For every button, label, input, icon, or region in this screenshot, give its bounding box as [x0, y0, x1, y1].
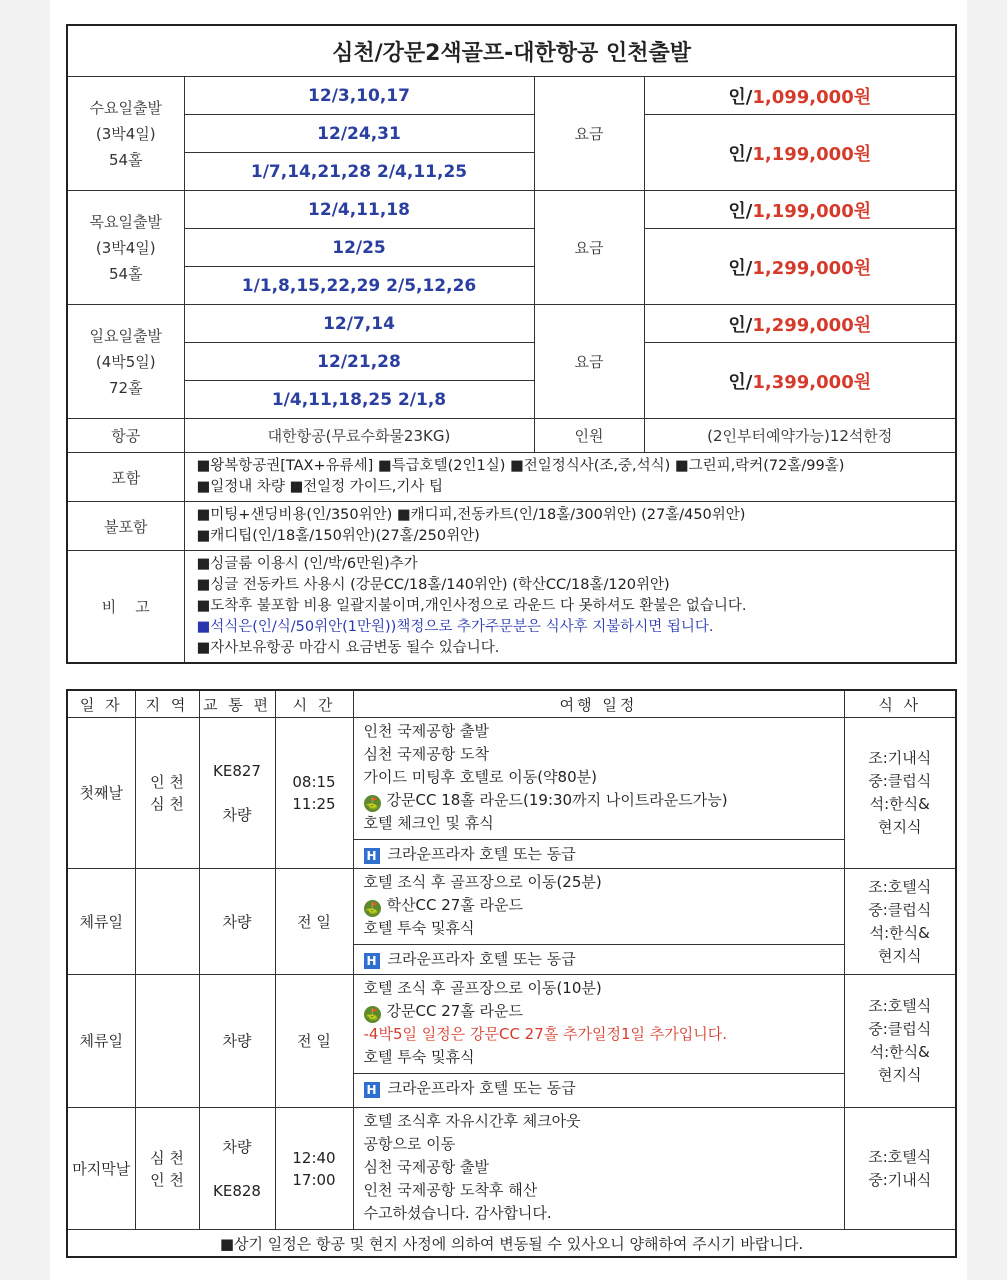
time-cell	[275, 975, 353, 1108]
golf-round-text: 학산CC 27홀 라운드	[386, 896, 524, 914]
transport-cell	[199, 1108, 275, 1230]
price-cell	[644, 191, 956, 229]
itinerary-line: 호텔 투숙 및휴식	[363, 1048, 475, 1066]
meal-line: 현지식	[878, 1066, 922, 1084]
golf-icon: ⛳	[365, 1008, 379, 1021]
departure-dates: 12/7,14	[184, 305, 534, 343]
group-label-line: (3박4일)	[95, 124, 156, 143]
region-cell	[135, 718, 199, 869]
itinerary-line: 호텔 조식후 자유시간후 체크아웃	[363, 1112, 581, 1130]
time-line: 전 일	[297, 912, 331, 931]
group-label-line: 72홀	[108, 378, 143, 397]
transport-cell	[199, 869, 275, 975]
group-label-line: 54홀	[108, 150, 143, 169]
golf-round-line	[364, 789, 844, 812]
itinerary-line: 심천 국제공항 도착	[363, 745, 489, 763]
time-line: 12:40	[292, 1148, 336, 1167]
group-label-line: 수요일출발	[89, 98, 162, 117]
meal-line: 중:클럽식	[868, 772, 932, 790]
transport-line: 차량	[222, 1032, 252, 1050]
meal-line: 현지식	[878, 818, 922, 836]
itinerary-line: 호텔 체크인 및 휴식	[363, 814, 494, 832]
time-line: 17:00	[292, 1170, 336, 1189]
departure-dates: 1/7,14,21,28 2/4,11,25	[184, 153, 534, 191]
hotel-line	[354, 944, 844, 973]
hotel-name: 크라운프라자 호텔 또는 동급	[387, 845, 576, 863]
price-prefix: 인/	[728, 86, 753, 108]
itinerary-note-red: -4박5일 일정은 강문CC 27홀 추가일정1일 추가입니다.	[363, 1025, 728, 1043]
excluded-content	[184, 502, 956, 551]
hotel-name: 크라운프라자 호텔 또는 동급	[387, 1079, 576, 1097]
itinerary-cell	[353, 1108, 844, 1230]
itinerary-line: 심천 국제공항 출발	[363, 1158, 489, 1176]
itinerary-line: 호텔 조식 후 골프장으로 이동(10분)	[363, 979, 602, 997]
fee-label: 요금	[534, 191, 644, 305]
meals-cell	[844, 975, 956, 1108]
itinerary-lines	[354, 975, 844, 1073]
price-prefix: 인/	[728, 200, 753, 222]
itinerary-cell	[353, 869, 844, 975]
note-blue-part-a: ■석식은(인/식/50위안(1만원))책정으로	[196, 619, 457, 635]
departure-dates: 12/3,10,17	[184, 77, 534, 115]
page-title: 심천/강문2색골프-대한항공 인천출발	[67, 25, 956, 77]
itinerary-cell	[353, 975, 844, 1108]
itinerary-line: 호텔 투숙 및휴식	[363, 919, 475, 937]
column-header: 여행 일정	[353, 690, 844, 718]
airline-value: 대한항공(무료수화물23KG)	[184, 419, 534, 453]
transport-line: KE827	[213, 762, 261, 780]
meal-line: 조:호텔식	[868, 997, 932, 1015]
departure-dates: 1/4,11,18,25 2/1,8	[184, 381, 534, 419]
departure-dates: 12/4,11,18	[184, 191, 534, 229]
hotel-icon: H	[364, 848, 380, 864]
golf-round-text: 강문CC 27홀 라운드	[386, 1002, 524, 1020]
price-amount: 1,199,000원	[752, 200, 872, 222]
notes-label: 비 고	[67, 551, 184, 664]
people-value: (2인부터예약가능)12석한정	[644, 419, 956, 453]
itinerary-lines	[354, 869, 844, 944]
hotel-line	[354, 1073, 844, 1102]
excluded-label: 불포함	[67, 502, 184, 551]
column-header: 시 간	[275, 690, 353, 718]
transport-line	[200, 782, 275, 804]
note-line: ■자사보유항공 마감시 요금변동 될수 있습니다.	[196, 640, 500, 656]
meal-line: 조:호텔식	[868, 877, 932, 896]
departure-dates: 12/21,28	[184, 343, 534, 381]
group-label	[67, 305, 184, 419]
meal-line: 중:클럽식	[868, 900, 932, 919]
transport-line: 차량	[222, 1137, 252, 1156]
meal-line: 현지식	[878, 946, 922, 965]
departure-dates: 12/24,31	[184, 115, 534, 153]
included-line: ■일정내 차량 ■전일정 가이드,기사 팁	[196, 479, 444, 495]
time-line: 11:25	[292, 795, 336, 813]
itinerary-footer: ■상기 일정은 항공 및 현지 사정에 의하여 변동될 수 있사오니 양해하여 주시기 바랍니다.	[67, 1230, 956, 1258]
itinerary-cell	[353, 718, 844, 869]
price-cell	[644, 115, 956, 191]
notes-content	[184, 551, 956, 664]
transport-line: 차량	[222, 806, 252, 824]
itinerary-line: 인천 국제공항 도착후 해산	[363, 1181, 538, 1199]
fee-label: 요금	[534, 77, 644, 191]
price-cell	[644, 229, 956, 305]
itinerary-line: 공항으로 이동	[363, 1135, 456, 1153]
group-label-line: 54홀	[108, 264, 143, 283]
group-label-line: (3박4일)	[95, 238, 156, 257]
price-prefix: 인/	[728, 314, 753, 336]
itinerary-table	[66, 689, 957, 1258]
itinerary-line: 가이드 미팅후 호텔로 이동(약80분)	[363, 768, 597, 786]
note-line: ■싱글 전동카트 사용시 (강문CC/18홀/140위안) (학산CC/18홀/120위안)	[196, 577, 670, 593]
price-prefix: 인/	[728, 257, 753, 279]
airline-label: 항공	[67, 419, 184, 453]
excluded-line: ■미팅+샌딩비용(인/350위안) ■캐디피,전동카트(인/18홀/300위안) (27홀/450위안)	[196, 507, 746, 523]
itinerary-line: 인천 국제공항 출발	[363, 722, 489, 740]
meal-line: 석:한식&	[869, 923, 930, 942]
group-label-line: 일요일출발	[89, 326, 162, 345]
hotel-name: 크라운프라자 호텔 또는 동급	[387, 950, 576, 968]
departure-dates: 1/1,8,15,22,29 2/5,12,26	[184, 267, 534, 305]
price-cell	[644, 343, 956, 419]
hotel-line	[354, 839, 844, 868]
region-cell	[135, 975, 199, 1108]
transport-line	[200, 1158, 275, 1180]
price-table	[66, 24, 957, 664]
note-line-blue	[197, 617, 956, 638]
region-cell	[135, 869, 199, 975]
itinerary-lines	[354, 1108, 844, 1229]
transport-line: KE828	[213, 1181, 261, 1200]
meal-line: 석:한식&	[869, 1043, 930, 1061]
time-cell	[275, 1108, 353, 1230]
group-label	[67, 77, 184, 191]
transport-cell	[199, 975, 275, 1108]
region-cell	[135, 1108, 199, 1230]
golf-round-line	[364, 894, 844, 917]
included-label: 포함	[67, 453, 184, 502]
excluded-line: ■캐디팁(인/18홀/150위안)(27홀/250위안)	[196, 528, 480, 544]
day-label: 체류일	[67, 869, 135, 975]
people-label: 인원	[534, 419, 644, 453]
included-line: ■왕복항공권[TAX+유류세] ■특급호텔(2인1실) ■전일정식사(조,중,석식) ■그린피,락커(72홀/99홀)	[196, 458, 845, 474]
column-header: 일 자	[67, 690, 135, 718]
column-header: 식 사	[844, 690, 956, 718]
itinerary-line: 호텔 조식 후 골프장으로 이동(25분)	[363, 873, 602, 891]
golf-icon: ⛳	[365, 797, 379, 810]
price-prefix: 인/	[728, 143, 753, 165]
group-label	[67, 191, 184, 305]
price-cell	[644, 305, 956, 343]
meal-line: 중:클럽식	[868, 1020, 932, 1038]
group-label-line: 목요일출발	[89, 212, 162, 231]
time-line: 08:15	[292, 773, 336, 791]
day-label: 체류일	[67, 975, 135, 1108]
transport-cell	[199, 718, 275, 869]
price-amount: 1,099,000원	[752, 86, 872, 108]
price-cell	[644, 77, 956, 115]
region-line: 심 천	[150, 795, 184, 813]
column-header: 교 통 편	[199, 690, 275, 718]
meals-cell	[844, 869, 956, 975]
price-amount: 1,299,000원	[752, 257, 872, 279]
golf-icon: ⛳	[365, 902, 379, 915]
golf-round-line	[364, 1000, 844, 1023]
price-amount: 1,299,000원	[752, 314, 872, 336]
time-line: 전 일	[297, 1032, 331, 1050]
price-prefix: 인/	[728, 371, 753, 393]
included-content	[184, 453, 956, 502]
time-cell	[275, 718, 353, 869]
meal-line: 조:기내식	[868, 749, 932, 767]
group-label-line: (4박5일)	[95, 352, 156, 371]
note-line: ■도착후 불포함 비용 일괄지불이며,개인사정으로 라운드 다 못하셔도 환불은 없습니다.	[196, 598, 747, 614]
price-amount: 1,399,000원	[752, 371, 872, 393]
itinerary-line: 수고하셨습니다. 감사합니다.	[363, 1204, 552, 1222]
day-label: 첫째날	[67, 718, 135, 869]
column-header: 지 역	[135, 690, 199, 718]
note-line: ■싱글룸 이용시 (인/박/6만원)추가	[196, 556, 418, 572]
note-blue-part-b: 추가주문분은 식사후 지불하시면 됩니다.	[456, 619, 714, 635]
region-line: 인 천	[150, 1170, 184, 1189]
meal-line: 중:기내식	[868, 1170, 932, 1189]
hotel-icon: H	[364, 1082, 380, 1098]
meal-line: 조:호텔식	[868, 1147, 932, 1166]
meals-cell	[844, 718, 956, 869]
meals-cell	[844, 1108, 956, 1230]
region-line: 인 천	[150, 773, 184, 791]
fee-label: 요금	[534, 305, 644, 419]
meal-line: 석:한식&	[869, 795, 930, 813]
golf-round-text: 강문CC 18홀 라운드(19:30까지 나이트라운드가능)	[386, 791, 728, 809]
departure-dates: 12/25	[184, 229, 534, 267]
transport-line: 차량	[222, 912, 252, 931]
hotel-icon: H	[364, 953, 380, 969]
day-label: 마지막날	[67, 1108, 135, 1230]
itinerary-lines	[354, 718, 844, 839]
price-amount: 1,199,000원	[752, 143, 872, 165]
region-line: 심 천	[150, 1148, 184, 1167]
time-cell	[275, 869, 353, 975]
